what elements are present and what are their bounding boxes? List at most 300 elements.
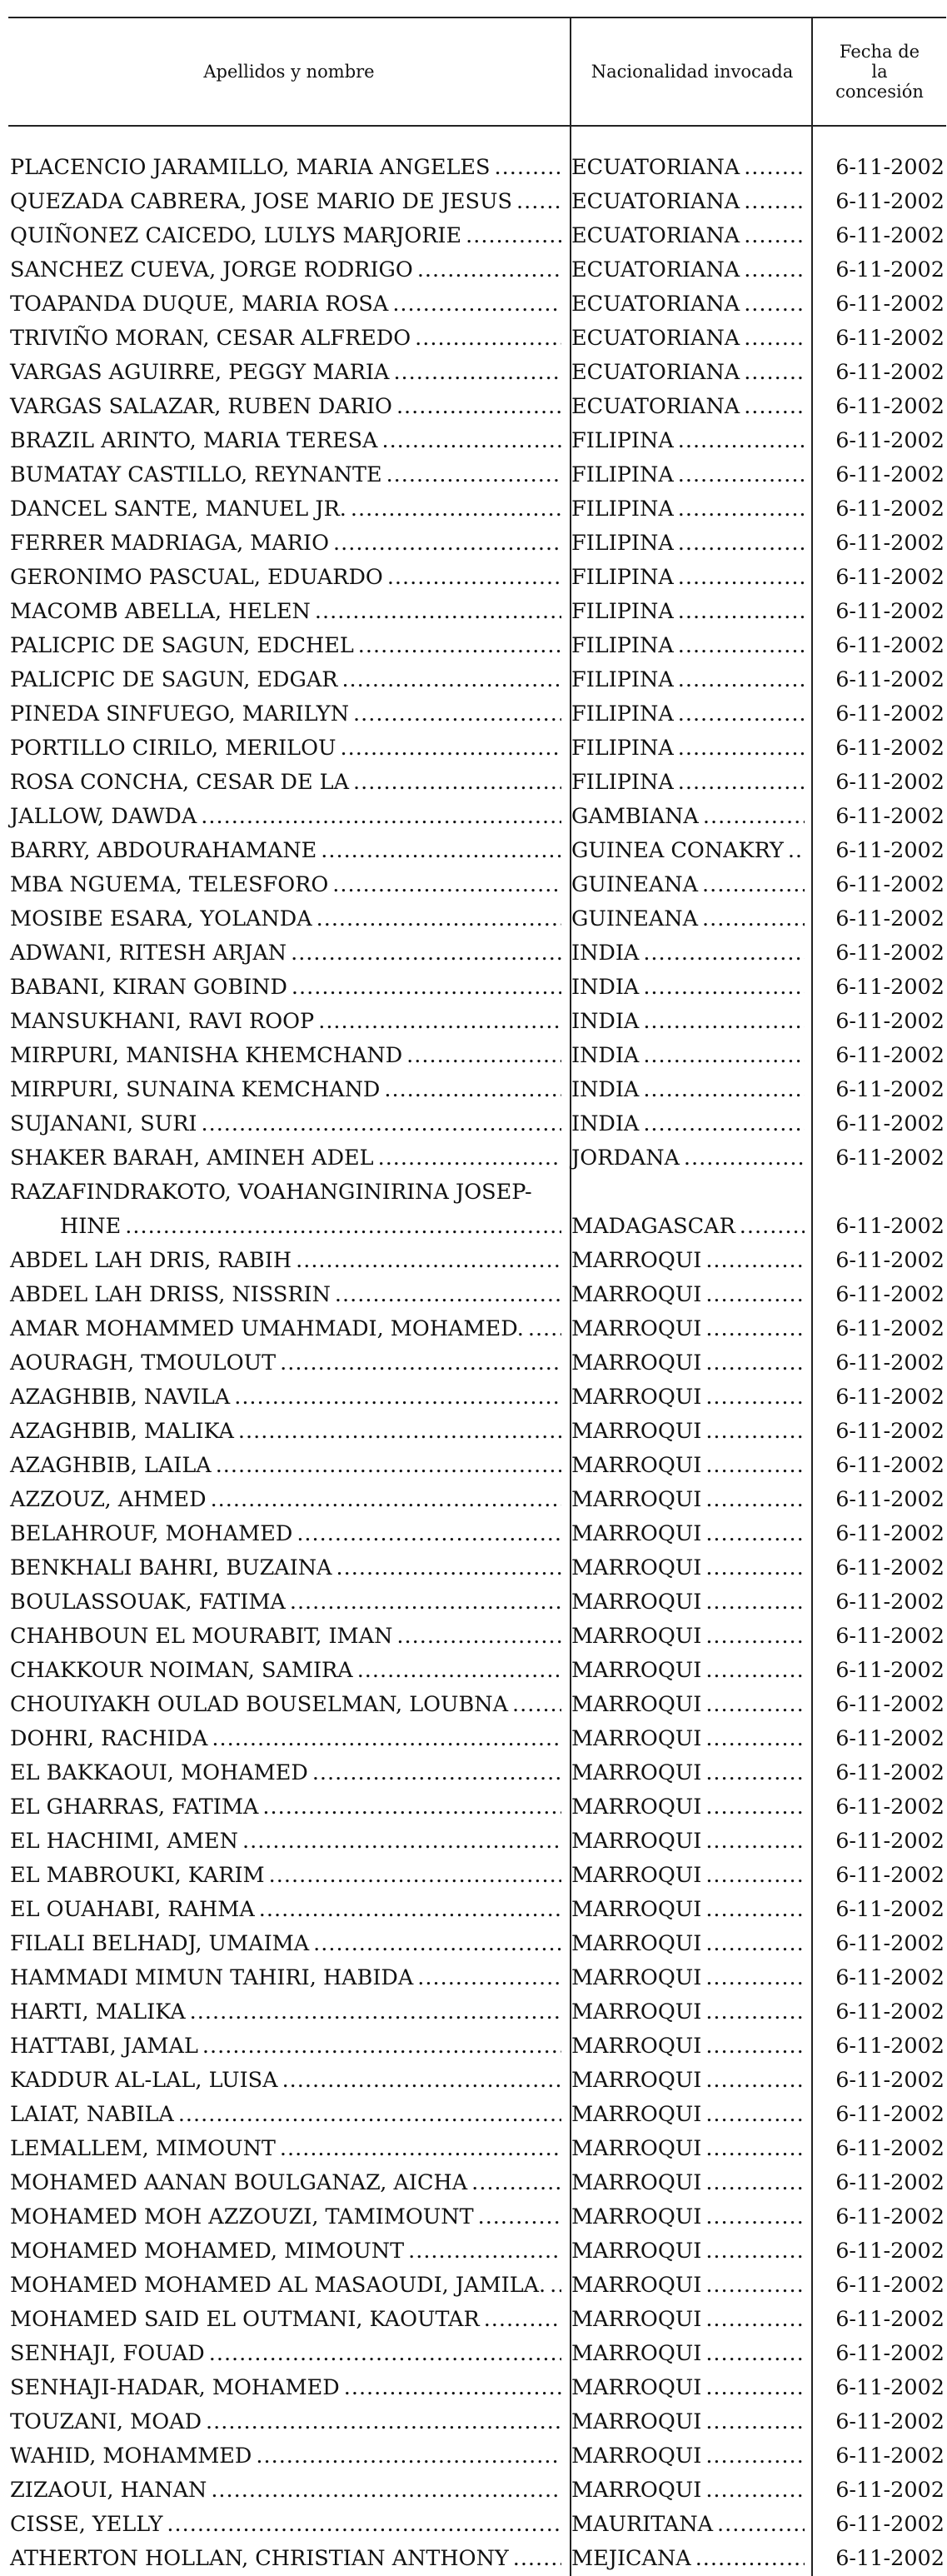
leader-dots: [396, 390, 561, 424]
leader-dots: [318, 1005, 561, 1039]
table-row: [8, 492, 946, 527]
name-text: TOAPANDA DUQUE, MARIA ROSA: [10, 292, 389, 317]
date-text: 6-11-2002: [835, 1146, 945, 1171]
name-cell: [10, 1893, 561, 1927]
document-table: [8, 17, 946, 2576]
name-cell: [10, 1517, 561, 1551]
leader-dots: [234, 1380, 561, 1415]
date-cell: [813, 1825, 945, 1859]
leader-dots: [717, 2508, 805, 2542]
table-row: [8, 1346, 946, 1380]
name-cell: [10, 766, 561, 800]
table-row: [8, 527, 946, 561]
date-text: 6-11-2002: [835, 701, 945, 726]
date-cell: [813, 800, 945, 834]
name-text: DOHRI, RACHIDA: [10, 1726, 208, 1751]
leader-dots: [167, 2508, 561, 2542]
date-cell: [813, 1380, 945, 1415]
nationality-text: MARROQUI: [571, 1555, 702, 1580]
table-row: [8, 1790, 946, 1825]
name-text: AMAR MOHAMMED UMAHMADI, MOHAMED.: [10, 1316, 524, 1341]
name-text: FILALI BELHADJ, UMAIMA: [10, 1931, 310, 1956]
name-cell: [10, 1039, 561, 1073]
date-cell: [813, 971, 945, 1005]
name-text: VARGAS SALAZAR, RUBEN DARIO: [10, 394, 392, 419]
date-text: 6-11-2002: [835, 1043, 945, 1068]
nationality-cell: [571, 2166, 805, 2200]
table-row: [8, 1141, 946, 1176]
name-cell: [10, 731, 561, 766]
leader-dots: [705, 2303, 805, 2337]
name-cell: [10, 595, 561, 629]
nationality-cell: [571, 527, 805, 561]
name-cell: [10, 2405, 561, 2439]
nationality-cell: [571, 2337, 805, 2371]
leader-dots: [705, 1961, 805, 1995]
name-cell: [10, 219, 561, 253]
name-cell: [10, 424, 561, 458]
leader-dots: [705, 2439, 805, 2474]
date-cell: [813, 766, 945, 800]
nationality-cell: [571, 2303, 805, 2337]
name-cell: [10, 1756, 561, 1790]
leader-dots: [201, 800, 561, 834]
name-cell: [10, 697, 561, 731]
nationality-cell: [571, 1585, 805, 1620]
nationality-cell: [571, 561, 805, 595]
nationality-cell: [571, 1825, 805, 1859]
leader-dots: [705, 2029, 805, 2064]
table-row: [8, 1620, 946, 1654]
leader-dots: [705, 1346, 805, 1380]
leader-dots: [408, 2234, 561, 2269]
nationality-cell: [571, 2508, 805, 2542]
date-text: 6-11-2002: [835, 1350, 945, 1375]
leader-dots: [292, 971, 561, 1005]
nationality-cell: [571, 2234, 805, 2269]
nationality-cell: [571, 731, 805, 766]
table-row: [8, 800, 946, 834]
date-text: 6-11-2002: [835, 155, 945, 180]
name-text: RAZAFINDRAKOTO, VOAHANGINIRINA JOSEP-: [10, 1180, 532, 1205]
table-row: [8, 2132, 946, 2166]
nationality-cell: [571, 868, 805, 902]
leader-dots: [351, 492, 561, 527]
date-text: 6-11-2002: [835, 2239, 945, 2264]
name-text: LEMALLEM, MIMOUNT: [10, 2136, 276, 2161]
date-text: 6-11-2002: [835, 2102, 945, 2127]
nationality-text: MARROQUI: [571, 1316, 702, 1341]
leader-dots: [695, 2542, 805, 2576]
date-cell: [813, 2542, 945, 2576]
name-text: ABDEL LAH DRIS, RABIH: [10, 1248, 292, 1273]
leader-dots: [386, 458, 561, 492]
leader-dots: [705, 1722, 805, 1756]
date-cell: [813, 834, 945, 868]
leader-dots: [471, 2166, 561, 2200]
leader-dots: [744, 287, 805, 322]
table-row: [8, 1415, 946, 1449]
nationality-cell: [571, 2029, 805, 2064]
name-text: PALICPIC DE SAGUN, EDCHEL: [10, 633, 354, 658]
leader-dots: [678, 697, 805, 731]
date-cell: [813, 1995, 945, 2029]
leader-dots: [513, 2542, 561, 2576]
nationality-text: GUINEA CONAKRY: [571, 838, 784, 863]
name-cell: [10, 663, 561, 697]
date-cell: [813, 1346, 945, 1380]
date-text: 6-11-2002: [835, 1590, 945, 1615]
leader-dots: [392, 287, 561, 322]
nationality-text: MARROQUI: [571, 1795, 702, 1820]
leader-dots: [705, 1688, 805, 1722]
nationality-text: FILIPINA: [571, 770, 674, 795]
nationality-cell: [571, 322, 805, 356]
table-row: [8, 1995, 946, 2029]
name-text: PALICPIC DE SAGUN, EDGAR: [10, 667, 338, 692]
nationality-text: INDIA: [571, 1077, 640, 1102]
table-row: [8, 1961, 946, 1995]
name-cell: [10, 1449, 561, 1483]
nationality-cell: [571, 424, 805, 458]
name-cell: [10, 629, 561, 663]
leader-dots: [280, 2132, 561, 2166]
date-text: 6-11-2002: [835, 428, 945, 453]
date-cell: [813, 1893, 945, 1927]
name-text: MANSUKHANI, RAVI ROOP: [10, 1009, 315, 1034]
date-text: 6-11-2002: [835, 2204, 945, 2229]
table-row: [8, 971, 946, 1005]
nationality-text: MARROQUI: [571, 2204, 702, 2229]
leader-dots: [678, 766, 805, 800]
leader-dots: [705, 1380, 805, 1415]
date-text: 6-11-2002: [835, 1965, 945, 1990]
nationality-cell: [571, 1927, 805, 1961]
nationality-cell: [571, 1995, 805, 2029]
nationality-cell: [571, 1244, 805, 1278]
leader-dots: [744, 151, 805, 185]
leader-dots: [291, 936, 561, 971]
date-text: 6-11-2002: [835, 565, 945, 590]
nationality-text: MARROQUI: [571, 1521, 702, 1546]
table-row: [8, 253, 946, 287]
date-text: 6-11-2002: [835, 1487, 945, 1512]
date-text: 6-11-2002: [835, 906, 945, 931]
date-text: 6-11-2002: [835, 257, 945, 282]
nationality-text: MARROQUI: [571, 1760, 702, 1785]
table-row: [8, 663, 946, 697]
table-row: [8, 2234, 946, 2269]
date-text: 6-11-2002: [835, 2307, 945, 2332]
table-row: [8, 595, 946, 629]
table-body: [8, 127, 946, 2576]
leader-dots: [336, 1551, 561, 1585]
table-row: [8, 2405, 946, 2439]
leader-dots: [312, 1756, 561, 1790]
leader-dots: [269, 1859, 561, 1893]
name-text: BENKHALI BAHRI, BUZAINA: [10, 1555, 332, 1580]
table-row: [8, 1585, 946, 1620]
name-text: MOHAMED AANAN BOULGANAZ, AICHA: [10, 2170, 468, 2195]
name-text: HARTI, MALIKA: [10, 1999, 186, 2024]
date-cell: [813, 458, 945, 492]
date-cell: [813, 663, 945, 697]
leader-dots: [705, 1244, 805, 1278]
date-text: 6-11-2002: [835, 838, 945, 863]
nationality-text: MARROQUI: [571, 2102, 702, 2127]
date-cell: [813, 2303, 945, 2337]
name-cell: [10, 2200, 561, 2234]
date-text: 6-11-2002: [835, 1726, 945, 1751]
leader-dots: [211, 2474, 561, 2508]
date-text: 6-11-2002: [835, 1282, 945, 1307]
table-row: [8, 834, 946, 868]
nationality-cell: [571, 2371, 805, 2405]
name-cell: [10, 390, 561, 424]
date-cell: [813, 2508, 945, 2542]
leader-dots: [202, 2029, 561, 2064]
leader-dots: [358, 629, 561, 663]
name-text: AZAGHBIB, MALIKA: [10, 1419, 234, 1444]
date-text: 6-11-2002: [835, 189, 945, 214]
nationality-text: ECUATORIANA: [571, 360, 740, 385]
nationality-cell: [571, 2439, 805, 2474]
nationality-text: FILIPINA: [571, 736, 674, 761]
date-text: 6-11-2002: [835, 2546, 945, 2571]
date-text: 6-11-2002: [835, 1248, 945, 1273]
date-cell: [813, 902, 945, 936]
leader-dots: [417, 1961, 561, 1995]
name-text: MOHAMED MOHAMED, MIMOUNT: [10, 2239, 405, 2264]
nationality-cell: [571, 1107, 805, 1141]
nationality-text: MARROQUI: [571, 1419, 702, 1444]
date-cell: [813, 2405, 945, 2439]
name-cell: [10, 322, 561, 356]
date-text: 6-11-2002: [835, 1829, 945, 1854]
leader-dots: [280, 1346, 561, 1380]
date-text: 6-11-2002: [835, 975, 945, 1000]
leader-dots: [705, 1551, 805, 1585]
leader-dots: [740, 1210, 805, 1244]
name-text: FERRER MADRIAGA, MARIO: [10, 531, 329, 556]
header-name: Apellidos y nombre: [203, 62, 375, 82]
leader-dots: [705, 1927, 805, 1961]
nationality-text: MARROQUI: [571, 2034, 702, 2059]
table-row: [8, 2200, 946, 2234]
date-cell: [813, 1517, 945, 1551]
nationality-text: MARROQUI: [571, 1385, 702, 1410]
name-text: MBA NGUEMA, TELESFORO: [10, 872, 329, 897]
leader-dots: [705, 2166, 805, 2200]
date-text: 6-11-2002: [835, 941, 945, 966]
name-cell: [10, 2098, 561, 2132]
leader-dots: [206, 2405, 561, 2439]
nationality-text: FILIPINA: [571, 565, 674, 590]
leader-dots: [678, 595, 805, 629]
date-cell: [813, 2439, 945, 2474]
nationality-cell: [571, 151, 805, 185]
leader-dots: [705, 2371, 805, 2405]
table-row: [8, 1654, 946, 1688]
name-cell: [10, 936, 561, 971]
name-text: SUJANANI, SURI: [10, 1111, 197, 1136]
name-cell: [10, 1927, 561, 1961]
date-cell: [813, 1620, 945, 1654]
date-cell: [813, 1141, 945, 1176]
nationality-cell: [571, 492, 805, 527]
table-row: [8, 424, 946, 458]
nationality-text: MARROQUI: [571, 2239, 702, 2264]
leader-dots: [262, 1790, 561, 1825]
leader-dots: [705, 1517, 805, 1551]
leader-dots: [216, 1449, 561, 1483]
nationality-text: ECUATORIANA: [571, 155, 740, 180]
leader-dots: [378, 1141, 561, 1176]
name-text: PORTILLO CIRILO, MERILOU: [10, 736, 336, 761]
leader-dots: [332, 868, 561, 902]
leader-dots: [256, 2439, 561, 2474]
nationality-text: MARROQUI: [571, 1248, 702, 1273]
name-text: BOULASSOUAK, FATIMA: [10, 1590, 286, 1615]
leader-dots: [643, 1005, 805, 1039]
name-text: SHAKER BARAH, AMINEH ADEL: [10, 1146, 374, 1171]
leader-dots: [393, 356, 561, 390]
header-nationality: Nacionalidad invocada: [591, 62, 794, 82]
nationality-text: INDIA: [571, 975, 640, 1000]
nationality-cell: [571, 1893, 805, 1927]
leader-dots: [705, 1585, 805, 1620]
nationality-cell: [571, 663, 805, 697]
table-row: [8, 902, 946, 936]
name-cell: [10, 1825, 561, 1859]
table-row: [8, 1825, 946, 1859]
date-text: 6-11-2002: [835, 2034, 945, 2059]
leader-dots: [643, 1073, 805, 1107]
date-cell: [813, 2474, 945, 2508]
name-cell: [10, 1859, 561, 1893]
leader-dots: [705, 2098, 805, 2132]
table-row: [8, 868, 946, 902]
leader-dots: [678, 629, 805, 663]
name-cell: [10, 834, 561, 868]
name-cell: [10, 800, 561, 834]
date-cell: [813, 151, 945, 185]
nationality-text: MARROQUI: [571, 1897, 702, 1922]
leader-dots: [242, 1825, 561, 1859]
leader-dots: [178, 2098, 561, 2132]
table-row: [8, 2508, 946, 2542]
date-cell: [813, 1449, 945, 1483]
date-text: 6-11-2002: [835, 1795, 945, 1820]
date-text: 6-11-2002: [835, 1692, 945, 1717]
nationality-text: INDIA: [571, 941, 640, 966]
nationality-text: ECUATORIANA: [571, 292, 740, 317]
date-text: 6-11-2002: [835, 1453, 945, 1478]
nationality-text: MARROQUI: [571, 2068, 702, 2093]
name-cell: [10, 2064, 561, 2098]
leader-dots: [705, 1859, 805, 1893]
name-cell: [10, 1380, 561, 1415]
name-cell: [10, 458, 561, 492]
date-text: 6-11-2002: [835, 1863, 945, 1888]
leader-dots: [705, 1756, 805, 1790]
table-row: [8, 1688, 946, 1722]
name-continuation: HINE: [60, 1214, 122, 1239]
nationality-text: MARROQUI: [571, 1282, 702, 1307]
leader-dots: [190, 1995, 561, 2029]
date-text: 6-11-2002: [835, 2341, 945, 2366]
nationality-cell: [571, 800, 805, 834]
name-text: ROSA CONCHA, CESAR DE LA: [10, 770, 350, 795]
table-row: [8, 1756, 946, 1790]
nationality-text: MAURITANA: [571, 2512, 714, 2537]
date-text: 6-11-2002: [835, 770, 945, 795]
table-row: [8, 1278, 946, 1312]
date-cell: [813, 390, 945, 424]
table-row: [8, 2098, 946, 2132]
name-cell: [10, 253, 561, 287]
table-row: [8, 390, 946, 424]
nationality-cell: [571, 2200, 805, 2234]
name-cell: [10, 971, 561, 1005]
date-cell: [813, 1278, 945, 1312]
leader-dots: [212, 1722, 561, 1756]
nationality-text: MARROQUI: [571, 1726, 702, 1751]
leader-dots: [211, 1483, 561, 1517]
nationality-cell: [571, 766, 805, 800]
nationality-text: INDIA: [571, 1043, 640, 1068]
leader-dots: [495, 151, 561, 185]
date-cell: [813, 1688, 945, 1722]
nationality-cell: [571, 1039, 805, 1073]
nationality-text: MARROQUI: [571, 1658, 702, 1683]
nationality-text: MARROQUI: [571, 2307, 702, 2332]
nationality-cell: [571, 1859, 805, 1893]
table-row: [8, 1380, 946, 1415]
date-text: 6-11-2002: [835, 1077, 945, 1102]
nationality-cell: [571, 1551, 805, 1585]
table-row: [8, 1176, 946, 1244]
leader-dots: [290, 1585, 561, 1620]
date-text: 6-11-2002: [835, 1214, 945, 1239]
name-text: QUIÑONEZ CAICEDO, LULYS MARJORIE: [10, 223, 462, 248]
nationality-text: MARROQUI: [571, 2409, 702, 2434]
nationality-text: MARROQUI: [571, 1350, 702, 1375]
leader-dots: [315, 595, 561, 629]
leader-dots: [678, 731, 805, 766]
nationality-cell: [571, 1346, 805, 1380]
name-text: MOSIBE ESARA, YOLANDA: [10, 906, 312, 931]
date-text: 6-11-2002: [835, 2512, 945, 2537]
nationality-cell: [571, 595, 805, 629]
nationality-text: GUINEANA: [571, 872, 699, 897]
leader-dots: [466, 219, 561, 253]
nationality-text: JORDANA: [571, 1146, 680, 1171]
leader-dots: [387, 561, 561, 595]
nationality-cell: [571, 219, 805, 253]
name-text: WAHID, MOHAMMED: [10, 2444, 252, 2469]
leader-dots: [406, 1039, 561, 1073]
name-cell: [10, 1278, 561, 1312]
date-cell: [813, 1859, 945, 1893]
leader-dots: [705, 1415, 805, 1449]
nationality-text: MARROQUI: [571, 1931, 702, 1956]
leader-dots: [705, 1654, 805, 1688]
leader-dots: [705, 2269, 805, 2303]
leader-dots: [744, 322, 805, 356]
name-cell: [10, 902, 561, 936]
name-cell: [10, 185, 561, 219]
